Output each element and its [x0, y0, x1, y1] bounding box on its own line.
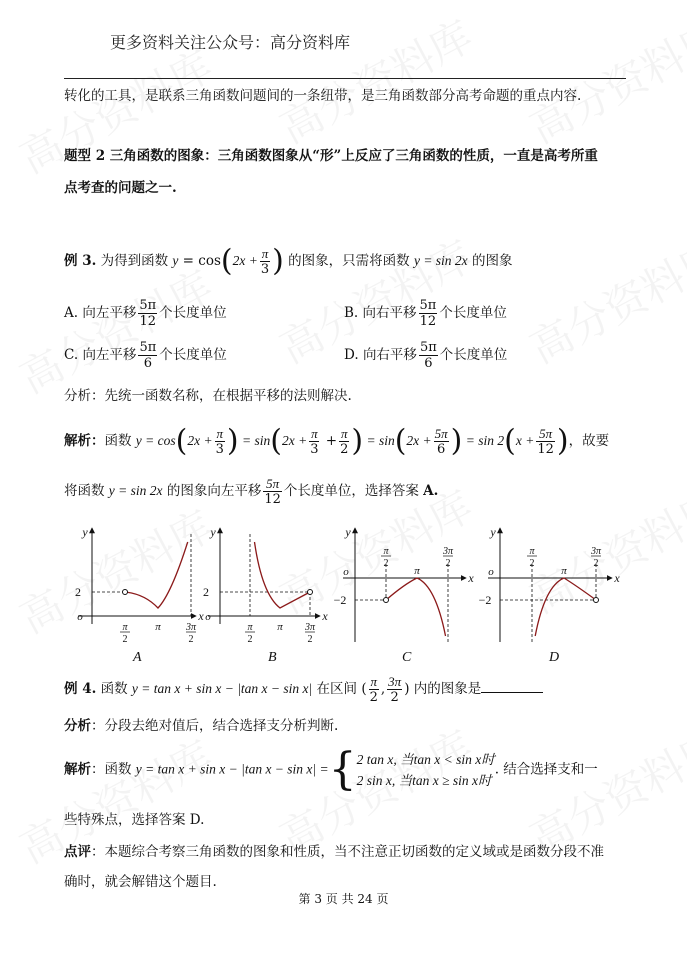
option-c: C. 向左平移 $\frac{5\pi}{6}$ 个长度单位 — [64, 340, 227, 371]
graph-c-tick-3pi-half-num: 3π — [442, 546, 454, 557]
intro-text: 转化的工具，是联系三角函数问题间的一条纽带，是三角函数部分高考命题的重点内容. — [64, 88, 582, 104]
graph-b-open-point — [308, 590, 313, 595]
comment-line2: 确时，就会解错这个题目. — [64, 874, 217, 890]
fraction: $\frac{\pi}{3}$ — [260, 246, 270, 277]
graph-d-open-point — [594, 598, 599, 603]
graph-d-tick-pi: π — [561, 565, 567, 577]
option-d: D. 向右平移 $\frac{5\pi}{6}$ 个长度单位 — [344, 340, 508, 371]
graph-a-origin: o — [77, 611, 83, 623]
graph-d-origin: o — [488, 566, 494, 578]
page-footer: 第 3 页 共 24 页 — [298, 892, 389, 906]
graph-b-curve — [255, 542, 311, 608]
graph-d-y-label: y — [490, 525, 496, 539]
graph-c-y-label: y — [345, 525, 351, 539]
graph-b-tick-2: 2 — [203, 585, 209, 599]
graph-c-tick-pi-half-num: π — [383, 546, 389, 557]
example3-solution: 解析：函数 y = cos(2x + $\frac{\pi}{3}$ ) = sin(2x + $\frac{\pi}{3}$ + $\frac{\pi}{2}$ ) = sin(2x + $\frac{5\pi}{6}$ ) = sin 2(x + $\frac{5\pi}{12}$ )，故要 — [64, 423, 610, 459]
example4-solution: 解析：函数 y = tan x + sin x − |tan x − sin x| ={ 2 tan x, 当tan x < sin x时 2 sin x, 当tan x ≥ sin x时 . 结合选择支和一 — [64, 744, 598, 795]
graph-a-x-label: x — [198, 609, 204, 623]
graph-label-d: D — [549, 650, 560, 665]
graph-label-a: A — [133, 650, 142, 665]
graph-d-x-label: x — [614, 571, 620, 585]
graph-d-tick-pi-half-num: π — [529, 546, 535, 557]
graph-label-c: C — [402, 650, 412, 665]
watermark — [268, 4, 482, 156]
graph-d-tick-3pi-half-num: 3π — [590, 546, 602, 557]
comment-line1: 点评：本题综合考察三角函数的图象和性质，当不注意正切函数的定义域或是函数分段不准 — [64, 844, 604, 860]
graph-a-tick-pi: π — [155, 621, 161, 633]
graph-c-tick-3pi-half-den: 2 — [445, 558, 451, 569]
example4-question: 例 4. 函数 y = tan x + sin x − |tan x − sin x| 在区间 ( $\frac{\pi}{2}$ , $\frac{3\pi}{2}$ ) 内的图象是 — [64, 674, 543, 705]
graph-b-tick-pi-half-num: π — [247, 622, 253, 633]
graph-b-origin: o — [205, 611, 211, 623]
topic-heading-line2: 点考查的问题之一. — [64, 180, 177, 196]
option-a: A. 向左平移 $\frac{5\pi}{12}$ 个长度单位 — [64, 298, 227, 329]
graph-b-tick-pi: π — [277, 621, 283, 633]
answer-blank — [481, 680, 543, 693]
graph-b-tick-3pi-half-den: 2 — [307, 634, 313, 645]
graph-a-tick-2: 2 — [75, 585, 81, 599]
answer-graphs — [0, 524, 687, 664]
graph-b-x-label: x — [322, 609, 328, 623]
example4-analysis: 分析：分段去绝对值后，结合选择支分析判断. — [64, 718, 339, 734]
header-rule — [64, 78, 626, 79]
watermark — [518, 224, 687, 376]
graph-a-tick-pi-half-den: 2 — [122, 634, 128, 645]
piecewise-cases: 2 tan x, 当tan x < sin x时 2 sin x, 当tan x ≥ sin x时 — [356, 752, 495, 788]
graph-a-tick-3pi-half-num: 3π — [185, 622, 197, 633]
watermark — [518, 4, 687, 156]
graph-c-tick-neg2: −2 — [333, 593, 347, 607]
graph-c-tick-pi-half-den: 2 — [383, 558, 389, 569]
graph-d-tick-pi-half-den: 2 — [529, 558, 535, 569]
example3-label: 例 3. — [64, 253, 97, 269]
graph-a-curve — [125, 542, 188, 608]
graph-d-tick-neg2: −2 — [478, 593, 492, 607]
example4-solution-line2: 些特殊点，选择答案 D. — [64, 812, 205, 828]
graph-d-curve — [535, 578, 596, 636]
graph-a-open-point — [123, 590, 128, 595]
graph-a-tick-pi-half-num: π — [122, 622, 128, 633]
graph-label-b: B — [268, 650, 277, 665]
graph-c-open-point — [384, 598, 389, 603]
graph-b-tick-pi-half-den: 2 — [247, 634, 253, 645]
option-b: B. 向右平移 $\frac{5\pi}{12}$ 个长度单位 — [344, 298, 507, 329]
graph-b-y-label: y — [210, 525, 216, 539]
page-header: 更多资料关注公众号：高分资料库 — [110, 33, 351, 52]
graph-a-y-label: y — [82, 525, 88, 539]
example3-analysis: 分析：先统一函数名称，在根据平移的法则解决. — [64, 388, 352, 404]
graph-a-tick-3pi-half-den: 2 — [188, 634, 194, 645]
graph-c-tick-pi: π — [414, 565, 420, 577]
topic-heading-line1: 题型 2 三角函数的图象：三角函数图象从“形”上反应了三角函数的性质，一直是高考所重 — [64, 148, 598, 164]
graph-d-tick-3pi-half-den: 2 — [593, 558, 599, 569]
example3-question: 例 3. 为得到函数 y = cos(2x + $\frac{\pi}{3}$ ) 的图象，只需将函数 y = sin 2x 的图象 — [64, 243, 513, 279]
example3-solution-line2: 将函数 y = sin 2x 的图象向左平移 $\frac{5\pi}{12}$ 个长度单位，选择答案 A. — [64, 476, 439, 507]
graph-b-tick-3pi-half-num: 3π — [304, 622, 316, 633]
graph-c-curve — [386, 578, 446, 636]
graph-c-x-label: x — [468, 571, 474, 585]
graph-c-origin: o — [343, 566, 349, 578]
